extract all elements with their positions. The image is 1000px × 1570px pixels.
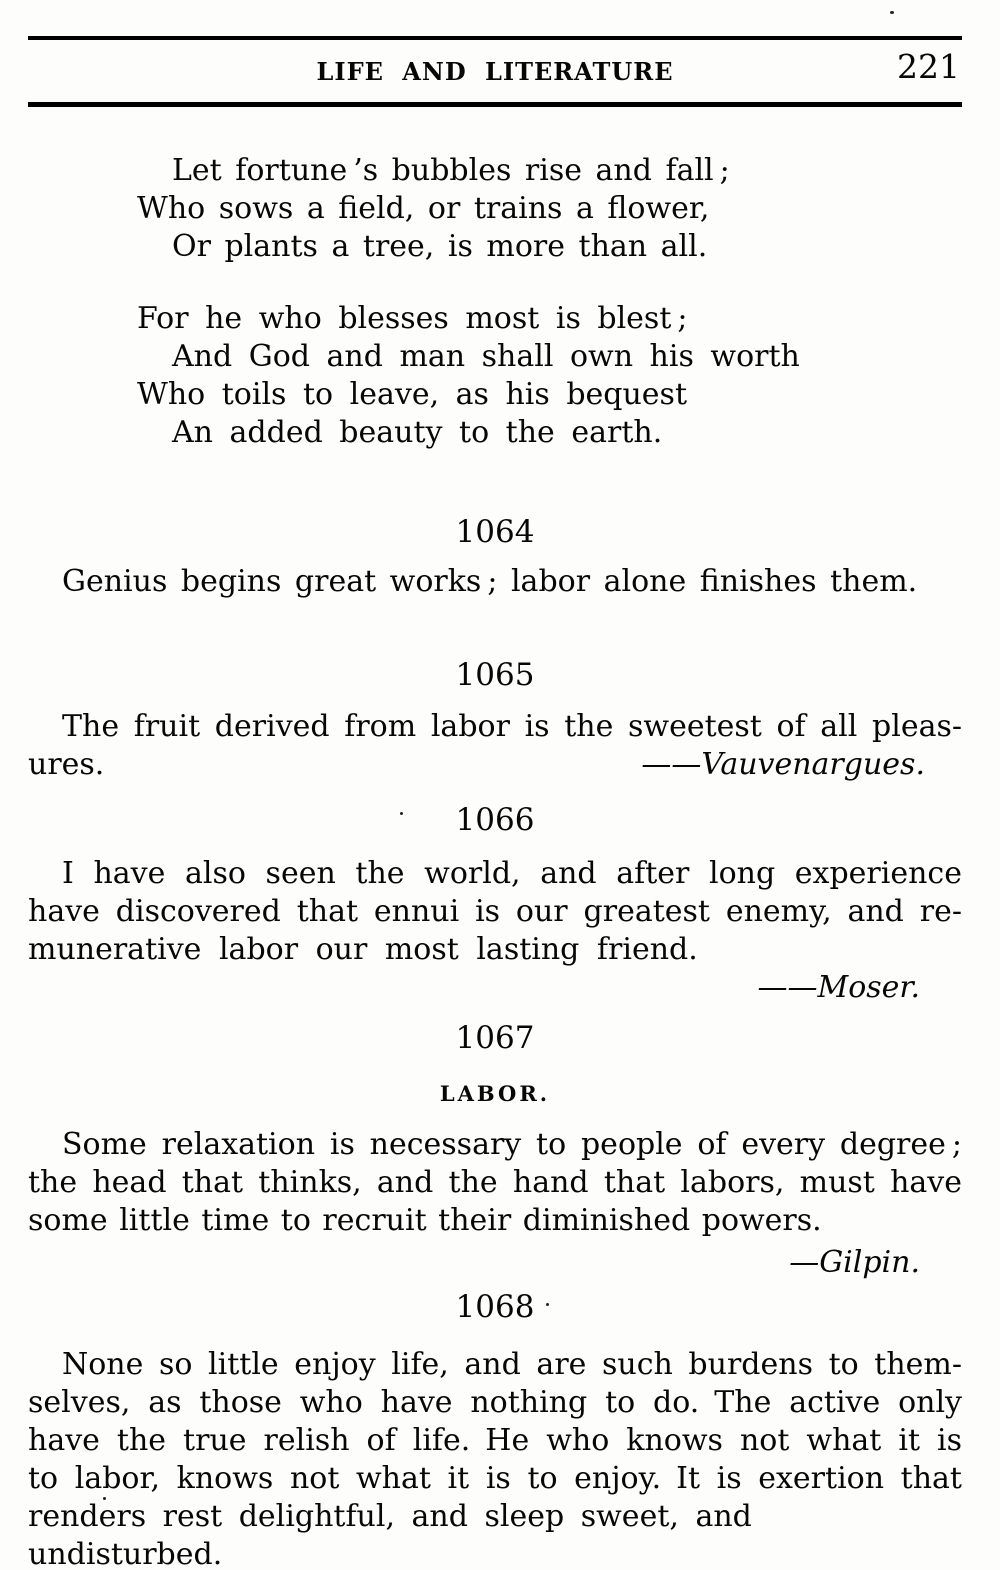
section-number-1066: 1066: [455, 802, 535, 838]
header-rule-bottom: [28, 102, 962, 107]
running-header-title: LIFE AND LITERATURE: [316, 57, 674, 86]
section-1064-text: [28, 563, 962, 601]
section-number-1064: 1064: [455, 514, 535, 550]
attribution-gilpin: —Gilpin.: [789, 1245, 920, 1280]
text-line: have discovered that ennui is our greatest enemy, and re-: [28, 894, 962, 929]
text-line: Some relaxation is necessary to people of every degree ;: [62, 1127, 962, 1162]
poem-line: Who sows a field, or trains a flower,: [137, 191, 710, 226]
section-1065-text: [28, 708, 962, 784]
text-line: to labor, knows not what it is to enjoy. It is exertion that: [28, 1461, 962, 1496]
header-rule-top: [28, 36, 962, 40]
attribution-row: [28, 1246, 962, 1280]
text-line: some little time to recruit their diminished powers.: [28, 1203, 822, 1238]
section-number-1068: 1068: [455, 1289, 535, 1325]
text-fragment: ures.: [28, 747, 105, 782]
text-line: munerative labor our most lasting friend.: [28, 932, 698, 967]
poem-line: For he who blesses most is blest ;: [137, 301, 688, 336]
text-line: renders rest delightful, and sleep sweet, and undisturbed.: [28, 1499, 752, 1570]
scan-speck: [890, 11, 894, 14]
section-number-1065: 1065: [455, 657, 535, 693]
section-1066-text: [28, 855, 962, 969]
poem-line: An added beauty to the earth.: [172, 415, 663, 450]
poem-stanza-2: [137, 300, 800, 452]
section-1067-text: [28, 1126, 962, 1240]
poem-line: Let fortune ’s bubbles rise and fall ;: [172, 153, 730, 188]
poem-stanza-1: [137, 152, 730, 266]
page-number: 221: [897, 47, 960, 86]
text-line: Genius begins great works ; labor alone finishes them.: [62, 564, 918, 599]
labor-subheading: LABOR.: [439, 1081, 551, 1106]
text-line: have the true relish of life. He who knows not what it is: [28, 1423, 962, 1458]
text-line: the head that thinks, and the hand that labors, must have: [28, 1165, 962, 1200]
poem-line: Or plants a tree, is more than all.: [172, 229, 708, 264]
poem-line: And God and man shall own his worth: [172, 339, 800, 374]
text-line: I have also seen the world, and after long experience: [62, 856, 962, 891]
text-line: selves, as those who have nothing to do. The active only: [28, 1385, 962, 1420]
text-line-with-attribution: [28, 746, 962, 784]
attribution-moser: ——Moser.: [757, 970, 920, 1005]
section-1068-text: [28, 1346, 962, 1570]
attribution-vauvenargues: ——Vauvenargues.: [641, 747, 925, 782]
text-line: The fruit derived from labor is the sweetest of all pleas-: [62, 709, 962, 744]
text-line: None so little enjoy life, and are such burdens to them-: [62, 1347, 962, 1382]
poem-line: Who toils to leave, as his bequest: [137, 377, 688, 412]
attribution-row: [28, 971, 962, 1005]
section-number-1067: 1067: [455, 1020, 535, 1056]
